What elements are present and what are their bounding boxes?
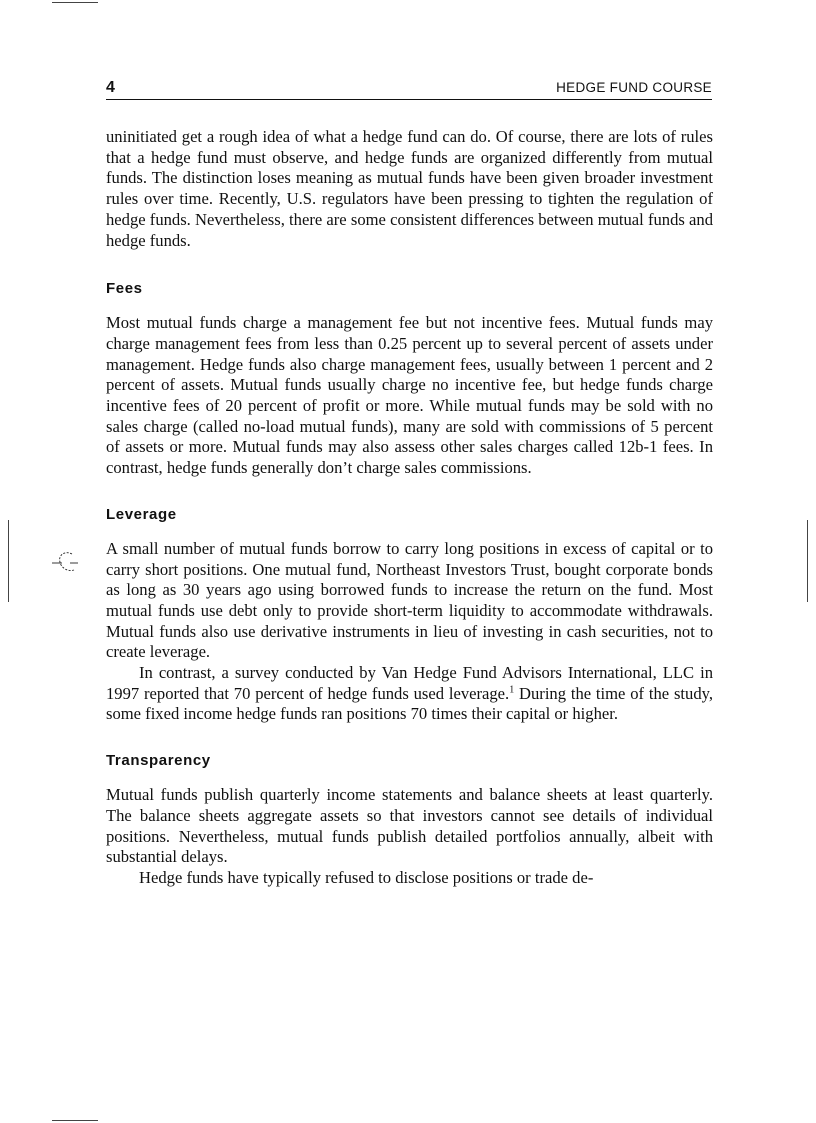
registration-mark-icon <box>52 548 78 578</box>
page-number: 4 <box>106 79 115 96</box>
crop-mark-top <box>52 2 98 3</box>
leverage-paragraph-1: A small number of mutual funds borrow to carry long positions in excess of capital or to carry short positions. One mutual fund, Northeast Investors Trust, bought corporate bonds as long as 30 years ago using borrowed funds to increase the return on the fund. Most mutual funds use debt only to provide short-term liquidity to accommodate withdrawals. Mutual funds also use derivative instruments in lieu of investing in cash securities, not to create leverage. <box>106 538 713 662</box>
leverage-paragraph-2-text: In contrast, a survey conducted by Van Hedge Fund Advisors International, LLC in 1997 reported that 70 percent of hedge funds used leverage. <box>106 663 713 703</box>
book-title: HEDGE FUND COURSE <box>556 80 712 95</box>
intro-paragraph: uninitiated get a rough idea of what a hedge fund can do. Of course, there are lots of rules that a hedge fund must observe, and hedge funds are organized differently from mutual funds. The distinction loses meaning as mutual funds have been given broader investment rules over time. Recently, U.S. regulators have been pressing to tighten the regulation of hedge funds. Nevertheless, there are some consistent differences between mutual funds and hedge funds. <box>106 127 713 250</box>
section-heading-leverage: Leverage <box>106 505 177 523</box>
crop-mark-left <box>8 520 9 602</box>
transparency-paragraph-1: Mutual funds publish quarterly income statements and balance sheets at least quarterly. The balance sheets aggregate assets so that investors cannot see details of individual positions. Nevertheless, mutual funds publish detailed portfolios annually, albeit with substantial delays. <box>106 785 713 867</box>
footnote-marker[interactable]: 1 <box>509 684 515 696</box>
section-heading-transparency: Transparency <box>106 752 211 770</box>
crop-mark-right <box>807 520 808 602</box>
page-body <box>106 127 713 889</box>
leverage-paragraph-2 <box>106 663 713 725</box>
section-heading-fees: Fees <box>106 280 143 298</box>
fees-paragraph: Most mutual funds charge a management fee but not incentive fees. Mutual funds may charge management fees from less than 0.25 percent up to several percent of assets under management. Hedge funds also charge management fees, usually between 1 percent and 2 percent of assets. Mutual funds usually charge no incentive fee, but hedge funds charge incentive fees of 20 percent of profit or more. While mutual funds may be sold with no sales charge (called no-load mutual funds), many are sold with commissions of 5 percent of assets or more. Mutual funds may also assess other sales charges called 12b-1 fees. In contrast, hedge funds generally don’t charge sales commissions. <box>106 313 713 478</box>
crop-mark-bottom <box>52 1120 98 1121</box>
transparency-paragraph-2: Hedge funds have typically refused to disclose positions or trade de- <box>139 867 594 887</box>
running-header <box>106 79 712 100</box>
leverage-paragraph-2-continuation: During the time of the study, some fixed income hedge funds ran positions 70 times their capital or higher. <box>106 683 713 724</box>
